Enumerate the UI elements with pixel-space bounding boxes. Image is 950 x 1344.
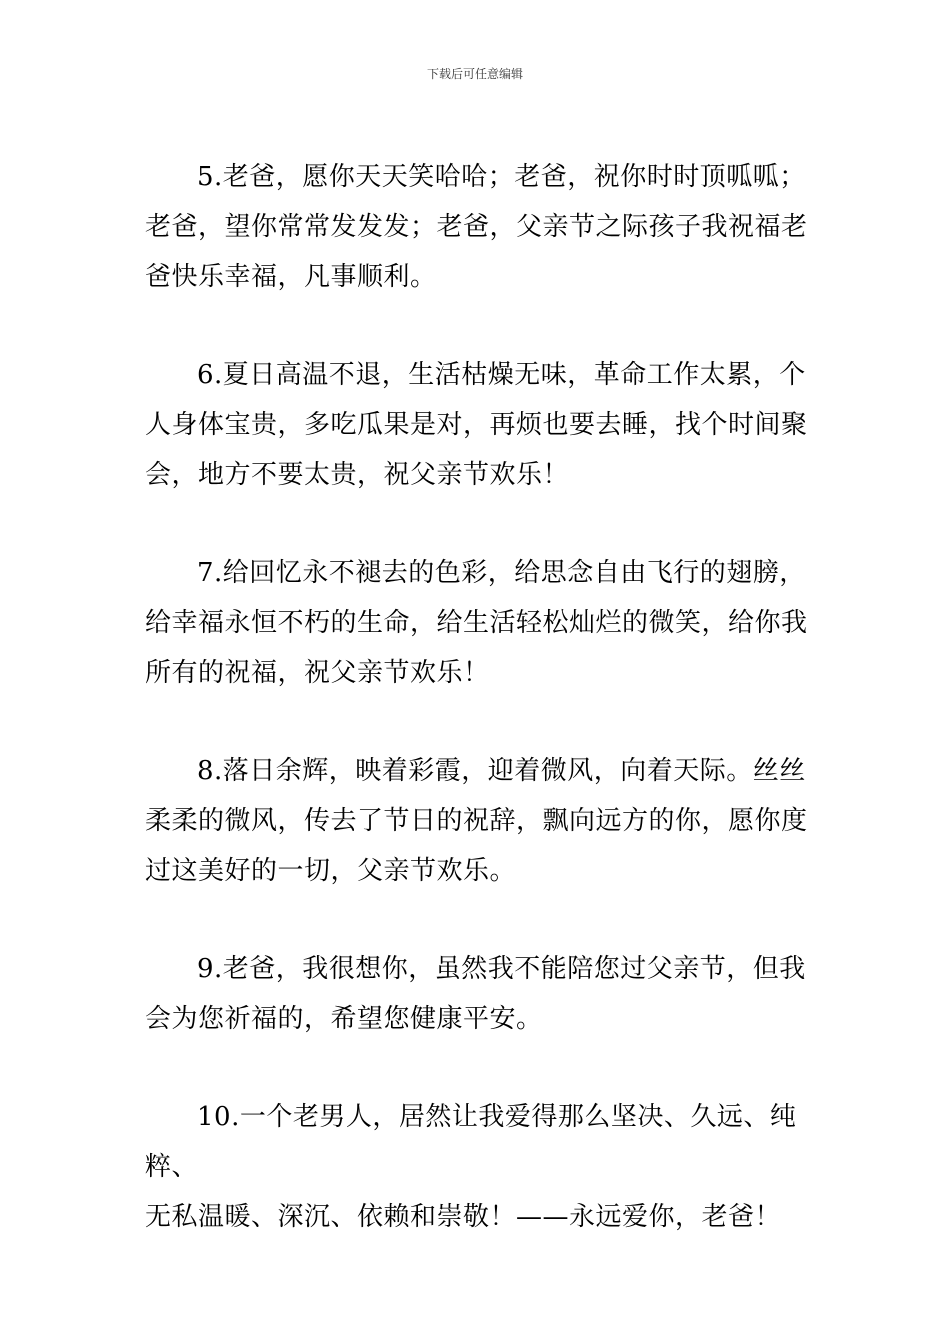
document-body — [145, 152, 813, 1290]
paragraph-line: 7.给回忆永不褪去的色彩，给思念自由飞行的翅膀， — [197, 558, 806, 588]
paragraph-line: 柔柔的微风，传去了节日的祝辞，飘向远方的你，愿你度 — [145, 806, 808, 836]
paragraph-8 — [145, 746, 813, 896]
paragraph-line: 10.一个老男人，居然让我爱得那么坚决、久远、纯粹、 — [145, 1102, 797, 1182]
paragraph-5 — [145, 152, 813, 302]
paragraph-line: 爸快乐幸福，凡事顺利。 — [145, 262, 437, 292]
paragraph-line: 无私温暖、深沉、依赖和崇敬！——永远爱你，老爸！ — [145, 1202, 782, 1232]
paragraph-line: 5.老爸，愿你天天笑哈哈；老爸，祝你时时顶呱呱； — [197, 162, 806, 192]
paragraph-line: 老爸，望你常常发发发；老爸，父亲节之际孩子我祝福老 — [145, 212, 808, 242]
paragraph-line: 8.落日余辉，映着彩霞，迎着微风，向着天际。丝丝 — [197, 756, 806, 786]
paragraph-line: 过这美好的一切，父亲节欢乐。 — [145, 856, 517, 886]
paragraph-9 — [145, 944, 813, 1044]
paragraph-10 — [145, 1092, 813, 1242]
paragraph-line: 会为您祈福的，希望您健康平安。 — [145, 1004, 543, 1034]
paragraph-line: 6.夏日高温不退，生活枯燥无味，革命工作太累，个 — [197, 360, 806, 390]
paragraph-line: 所有的祝福，祝父亲节欢乐！ — [145, 658, 490, 688]
paragraph-line: 会，地方不要太贵，祝父亲节欢乐！ — [145, 460, 570, 490]
paragraph-6 — [145, 350, 813, 500]
paragraph-line: 人身体宝贵，多吃瓜果是对，再烦也要去睡，找个时间聚 — [145, 410, 808, 440]
paragraph-line: 给幸福永恒不朽的生命，给生活轻松灿烂的微笑，给你我 — [145, 608, 808, 638]
paragraph-line: 9.老爸，我很想你，虽然我不能陪您过父亲节，但我 — [197, 954, 806, 984]
paragraph-7 — [145, 548, 813, 698]
page-header: 下载后可任意编辑 — [426, 67, 523, 81]
